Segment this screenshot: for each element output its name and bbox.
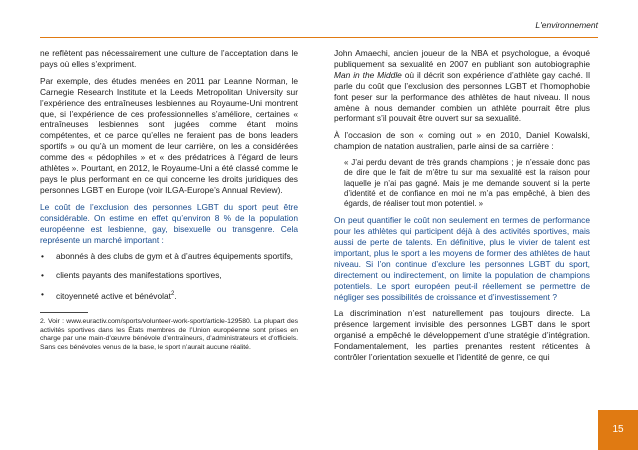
left-column: [40, 48, 298, 353]
paragraph: La discrimination n’est naturellement pas toujours directe. La présence largement invisible des personnes LGBT dans le sport organisé a empêché le développement d’une stratégie d’intégration. Fondamentalement, les parties prenantes restent réticentes à contrôler l’orientation sexuelle et l’identité de genre, ce qui: [334, 308, 590, 363]
section-title: L'environnement: [535, 20, 598, 30]
paragraph: [334, 48, 590, 124]
list-item-end: .: [174, 291, 177, 302]
highlighted-paragraph: On peut quantifier le coût non seulement en termes de performance pour les athlètes qui participent déjà à des activités sportives, mais aussi de perte de talents. En définitive, plus le vivier de talent est important, plus le sport a les moyens de former des athlètes de haut niveau. Si l’on continue d’exclure les personnes LGBT du sport, directement ou indirectement, on limite la population de champions potentiels. Le sport européen peut-il réellement se permettre de négliger ses possibilités de croissance et d’investissement ?: [334, 215, 590, 302]
right-column: [334, 48, 590, 369]
bullet-list: [40, 251, 298, 302]
paragraph: Par exemple, des études menées en 2011 par Leanne Norman, le Carnegie Research Institute et la Leeds Metropolitan University sur l’expérience des entraîneuses lesbiennes au Royaume-Uni montrent que, si l’expérience de ces professionnelles s’améliore, certaines « entraîneuses lesbiennes sont jugées comme étant moins compétentes, et ce parce qu’elles ne feraient pas de bons leaders sportifs » ou qu’à un moment de leur carrière, on les a considérées comme des « pédophiles » et « des prédatrices à l’égard de leurs athlètes ». Pourtant, en 2012, le Royaume-Uni a été classé comme le pays le plus performant en ce qui concerne les droits juridiques des personnes LGBT en Europe (voir ILGA-Europe’s Annual Review).: [40, 75, 298, 195]
footnote-divider: [40, 312, 88, 313]
block-quote: « J’ai perdu devant de très grands champions ; je n’essaie donc pas de dire que le fait de m’être tu sur ma sexualité est la raison pour laquelle je n’ai pas gagné. Mais je me demande souvent si la perte d’identité et de confiance en moi ne m’a pas empêché, à bien des égards, de réaliser tout mon potentiel. »: [344, 158, 590, 208]
running-header: [40, 18, 598, 38]
list-item: • clients payants des manifestations sportives,: [40, 270, 298, 281]
book-title: Man in the Middle: [334, 69, 402, 80]
footnote-marker: 2: [171, 291, 175, 298]
list-item-text: citoyenneté active et bénévolat: [56, 291, 172, 302]
paragraph-text: où il décrit son expérience d’athlète gay caché. Il parle du coût que l’exclusion des personnes LGBT et l’homophobie font peser sur la performance des athlètes de haut niveau. Il nous amène à nous demander combien un athlète pourrait être plus performant s’il pouvait être ouvert sur sa sexualité.: [334, 69, 590, 124]
paragraph: ne reflètent pas nécessairement une culture de l’acceptation dans le pays où elles s’expriment.: [40, 48, 298, 69]
paragraph: À l’occasion de son « coming out » en 2010, Daniel Kowalski, champion de natation australien, parle ainsi de sa carrière :: [334, 130, 590, 152]
page-number: 15: [598, 410, 638, 450]
list-item: • abonnés à des clubs de gym et à d’autres équipements sportifs,: [40, 251, 298, 262]
highlighted-paragraph: Le coût de l’exclusion des personnes LGBT du sport peut être considérable. On estime en effet qu’environ 8 % de la population européenne est lesbienne, gay, bisexuelle ou transgenre. Cela représente un marché important :: [40, 201, 298, 245]
paragraph-text: John Amaechi, ancien joueur de la NBA et psychologue, a évoqué publiquement sa sexualité en 2007 en publiant son autobiographie: [334, 48, 590, 69]
list-item: [40, 289, 298, 302]
footnote: 2. Voir : www.euractiv.com/sports/volunteer-work-sport/article-129580. La plupart des activités sportives dans les États membres de l’Union européenne sont prises en charge par une main-d’œuvre bénévole d’entraîneurs, d’administrateurs et d’officiels. Sans ces bénévoles venus de la base, le sport n’aurait aucune réalité.: [40, 317, 298, 352]
